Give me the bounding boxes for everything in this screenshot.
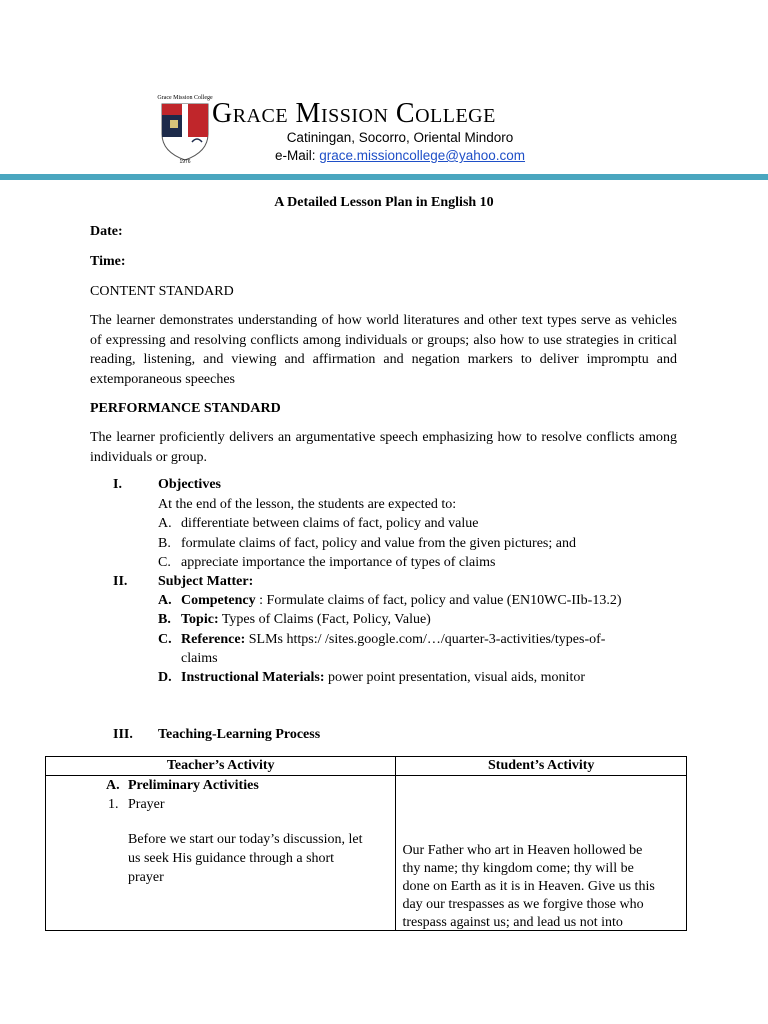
subject-letter: C. bbox=[158, 632, 172, 647]
subject-label: Topic: bbox=[181, 612, 219, 627]
subject-label: Reference: bbox=[181, 632, 246, 647]
objective-letter: A. bbox=[158, 516, 172, 531]
teacher-activity-header: Teacher’s Activity bbox=[46, 757, 396, 776]
college-name: Grace Mission College bbox=[212, 98, 496, 129]
teacher-activity-cell bbox=[46, 776, 396, 931]
header-divider bbox=[0, 174, 768, 180]
student-activity-header: Student’s Activity bbox=[396, 757, 687, 776]
subject-letter: B. bbox=[158, 612, 171, 627]
objective-letter: C. bbox=[158, 555, 171, 570]
objective-item: formulate claims of fact, policy and value from the given pictures; and bbox=[181, 536, 576, 551]
student-activity-cell bbox=[396, 776, 687, 931]
subject-letter: D. bbox=[158, 670, 172, 685]
subject-label: Instructional Materials: bbox=[181, 670, 325, 685]
subject-item-materials bbox=[181, 670, 585, 686]
objective-item: differentiate between claims of fact, policy and value bbox=[181, 516, 479, 531]
performance-standard-heading: PERFORMANCE STANDARD bbox=[90, 401, 281, 416]
subject-text-continued: claims bbox=[181, 651, 218, 666]
objective-item: appreciate importance the importance of types of claims bbox=[181, 555, 496, 570]
college-address: Catiningan, Socorro, Oriental Mindoro bbox=[286, 130, 514, 145]
college-email-line bbox=[16, 148, 768, 163]
teacher-line: Before we start our today’s discussion, let bbox=[128, 832, 363, 847]
time-label: Time: bbox=[90, 254, 126, 269]
date-label: Date: bbox=[90, 224, 123, 239]
objective-letter: B. bbox=[158, 536, 171, 551]
activities-table bbox=[45, 756, 687, 931]
email-link[interactable]: grace.missioncollege@yahoo.com bbox=[319, 148, 526, 163]
section-letter: A. bbox=[106, 778, 120, 793]
subject-matter-heading: Subject Matter: bbox=[158, 574, 254, 589]
table-row bbox=[46, 776, 687, 931]
process-heading: Teaching-Learning Process bbox=[158, 727, 321, 742]
section-title: Preliminary Activities bbox=[128, 778, 259, 793]
student-line: Our Father who art in Heaven hollowed be bbox=[402, 843, 643, 858]
teacher-line: prayer bbox=[128, 870, 164, 885]
subject-text: : Formulate claims of fact, policy and value (EN10WC-IIb-13.2) bbox=[255, 593, 622, 608]
step-title: Prayer bbox=[128, 797, 165, 812]
process-numeral: III. bbox=[113, 727, 133, 742]
table-header-row bbox=[46, 757, 687, 776]
subject-item-topic bbox=[181, 612, 431, 628]
student-line: done on Earth as it is in Heaven. Give us this bbox=[402, 879, 655, 894]
performance-standard-text: The learner proficiently delivers an argumentative speech emphasizing how to resolve conflicts among individuals or group. bbox=[90, 430, 677, 465]
college-header bbox=[0, 86, 768, 182]
content-standard-heading: CONTENT STANDARD bbox=[90, 284, 234, 299]
student-line: day our trespasses as we forgive those who bbox=[402, 897, 644, 912]
subject-item-competency bbox=[181, 593, 622, 609]
objectives-numeral: I. bbox=[113, 477, 122, 492]
subject-item-reference bbox=[181, 632, 605, 648]
subject-text: power point presentation, visual aids, monitor bbox=[324, 670, 585, 685]
subject-text: SLMs https:/ /sites.google.com/…/quarter-3-activities/types-of- bbox=[245, 632, 606, 647]
content-standard-text: The learner demonstrates understanding of how world literatures and other text types serve as vehicles of expressing and resolving conflicts among individuals or groups; also how to use strategies in critical reading, listening, and viewing and affirmation and negation markers to deliver impromptu and extemporaneous speeches bbox=[90, 313, 677, 387]
email-label: e-Mail: bbox=[274, 148, 320, 163]
objectives-heading: Objectives bbox=[158, 477, 221, 492]
student-line: trespass against us; and lead us not into bbox=[402, 915, 623, 930]
objectives-intro: At the end of the lesson, the students are expected to: bbox=[158, 497, 457, 512]
document-title: A Detailed Lesson Plan in English 10 bbox=[274, 195, 494, 210]
seal-year: 1976 bbox=[179, 159, 191, 164]
teacher-line: us seek His guidance through a short bbox=[128, 851, 335, 866]
student-line: thy name; thy kingdom come; thy will be bbox=[402, 861, 634, 876]
subject-label: Competency bbox=[181, 593, 256, 608]
subject-letter: A. bbox=[158, 593, 172, 608]
subject-text: Types of Claims (Fact, Policy, Value) bbox=[218, 612, 431, 627]
subject-matter-numeral: II. bbox=[113, 574, 128, 589]
step-number: 1. bbox=[108, 797, 119, 812]
seal-text: Grace Mission College bbox=[157, 95, 213, 101]
